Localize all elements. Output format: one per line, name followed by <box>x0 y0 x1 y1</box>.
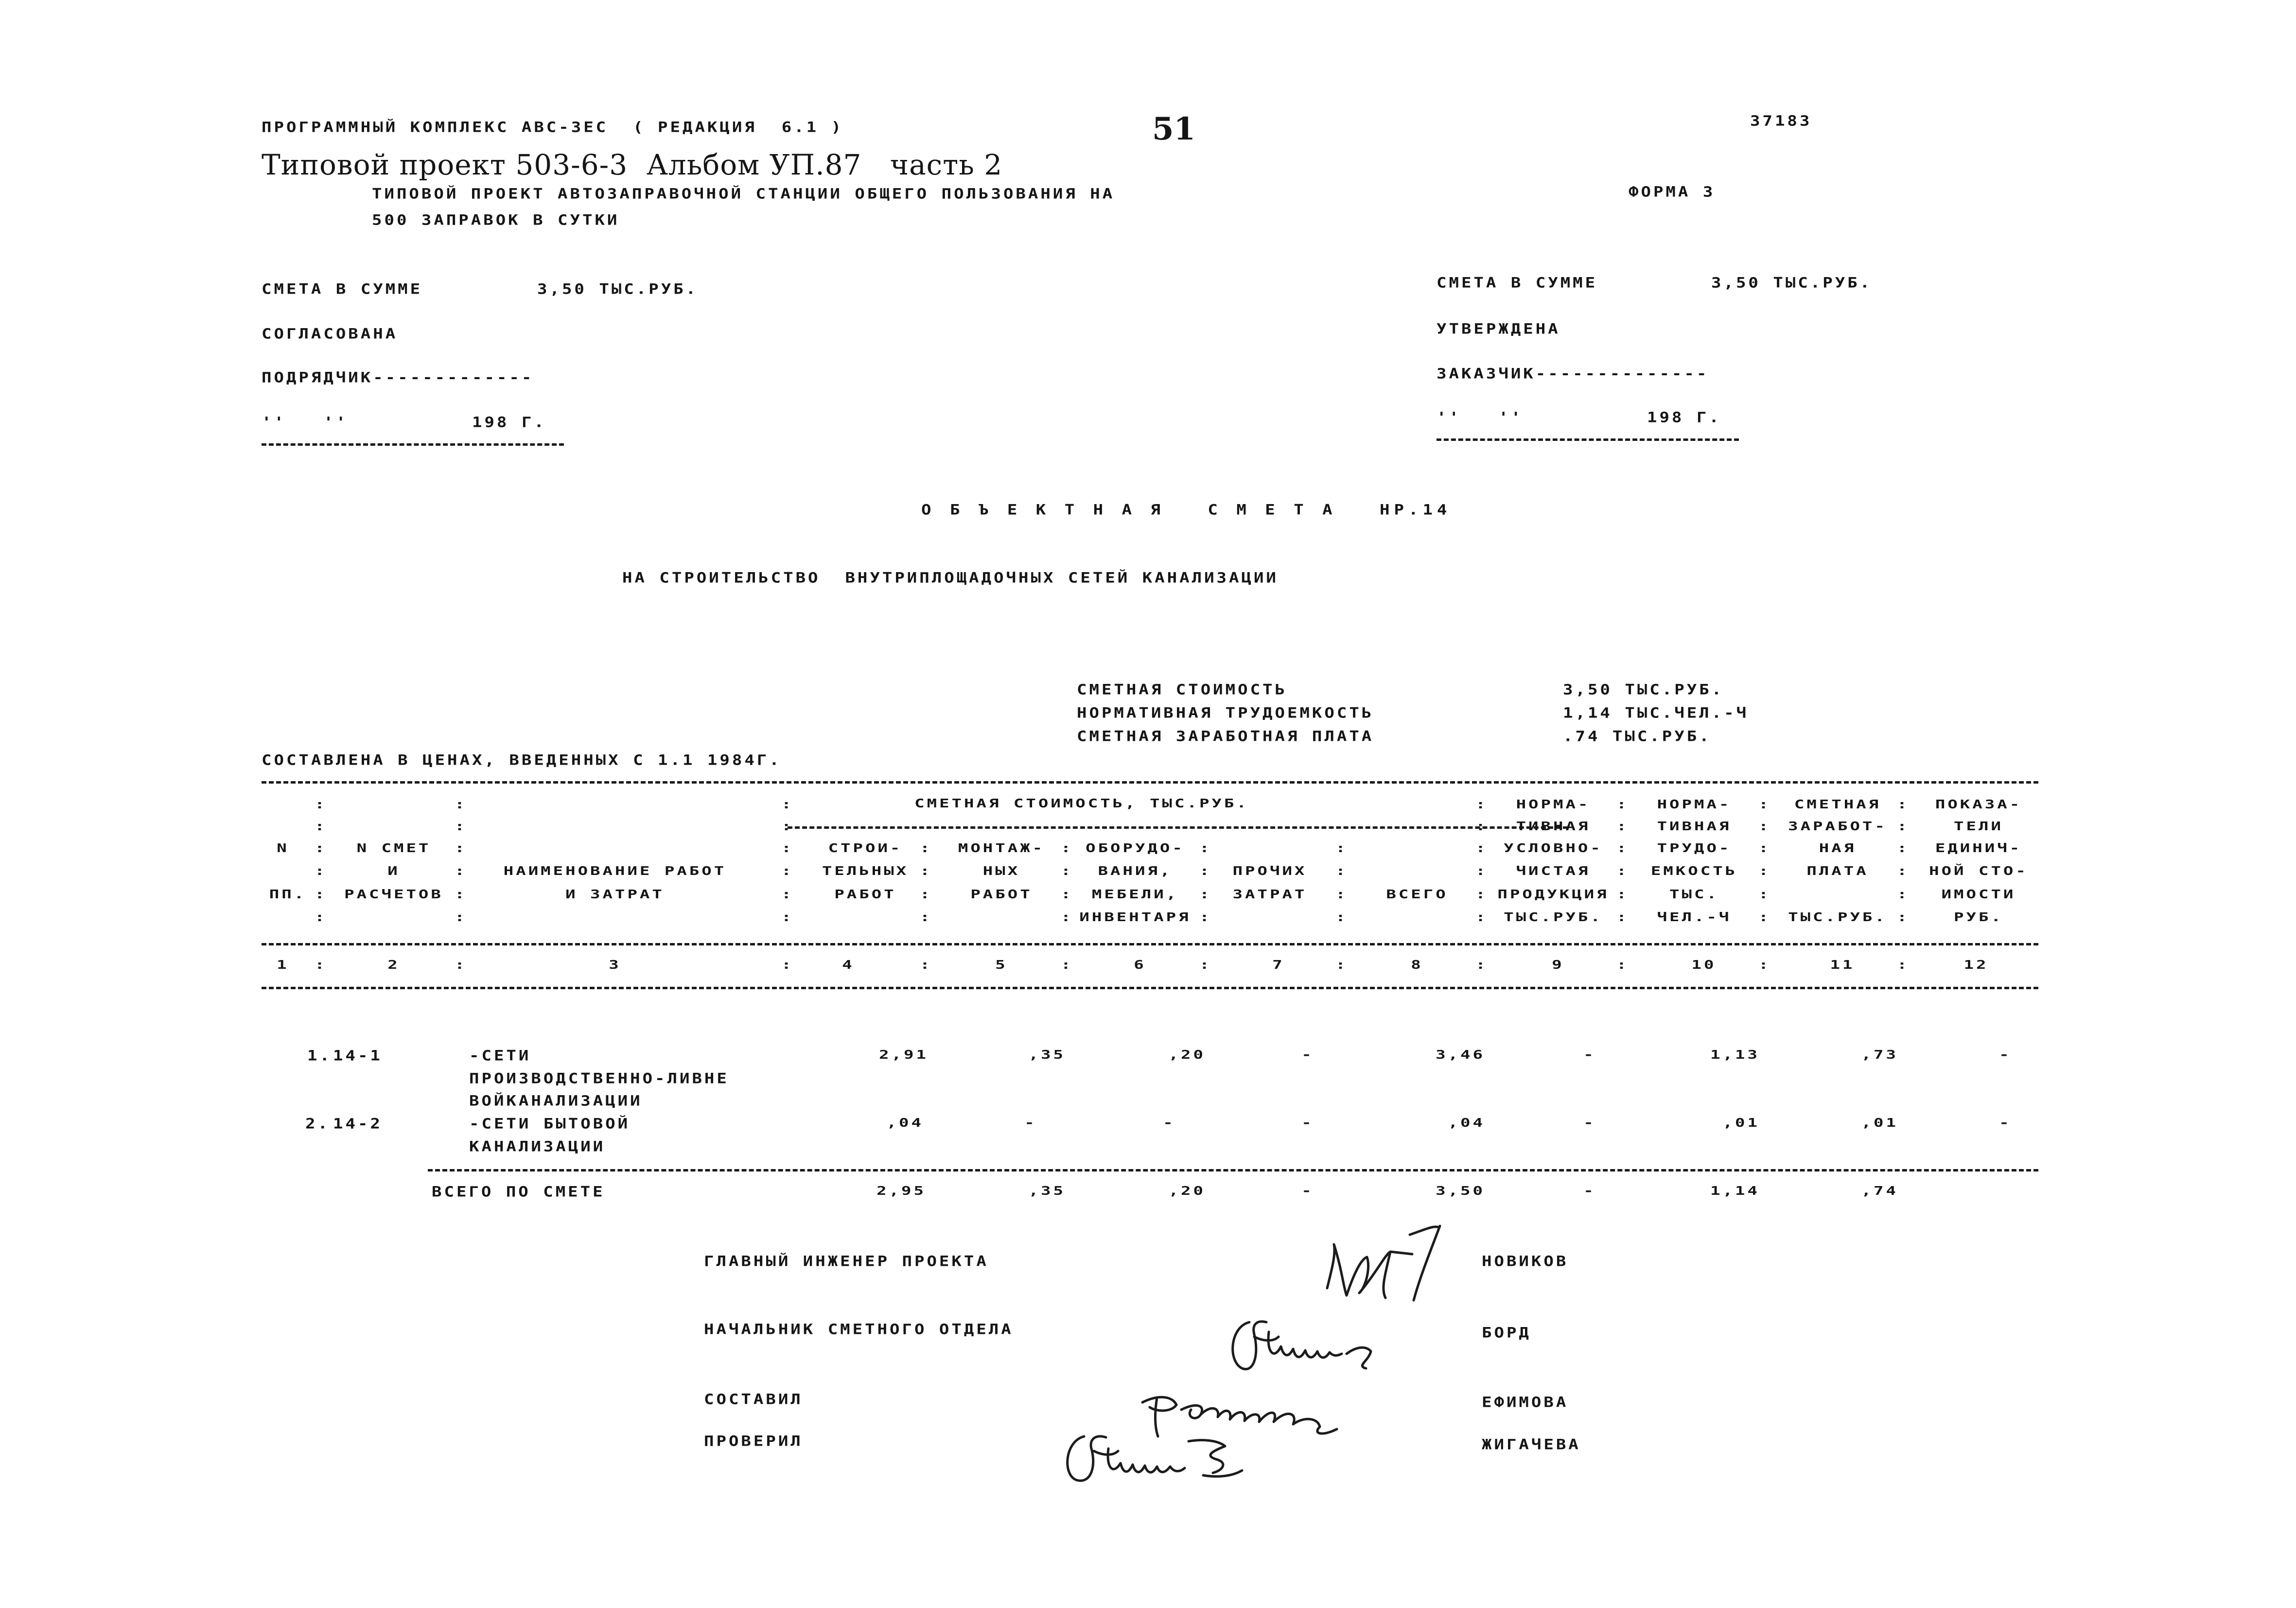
column-number-text: 2 <box>387 958 400 972</box>
cell-text: - <box>1163 1116 1175 1130</box>
header-text: ЧЕЛ.-Ч <box>1657 910 1732 925</box>
separator-glyph: : <box>1475 887 1488 902</box>
separator-glyph: : <box>1897 841 1910 856</box>
cell-text: - <box>1583 1116 1596 1130</box>
separator-glyph: : <box>455 958 467 972</box>
column-number-text: 9 <box>1552 958 1564 972</box>
cell-text: - <box>1024 1116 1037 1130</box>
separator-glyph: : <box>1061 958 1073 972</box>
header-text: ПРОДУКЦИЯ <box>1497 887 1609 902</box>
cell-text: ,04 <box>1448 1116 1485 1130</box>
header-text: НАИМЕНОВАНИЕ РАБОТ <box>503 864 727 878</box>
header-text: ТЕЛИ <box>1954 819 2003 834</box>
cell-text: ,01 <box>1722 1116 1760 1130</box>
cell-text: - <box>1301 1116 1314 1130</box>
cell-text: 1,14 <box>1710 1184 1760 1198</box>
separator-glyph: : <box>1199 958 1212 972</box>
cell-text: ,20 <box>1168 1184 1206 1198</box>
cell-text: 2,95 <box>876 1184 926 1198</box>
cell-text: - <box>1583 1048 1596 1062</box>
cell-text: ,01 <box>1861 1116 1898 1130</box>
project-title-line-1: ТИПОВОЙ ПРОЕКТ АВТОЗАПРАВОЧНОЙ СТАНЦИИ ОБЩЕГО ПОЛЬЗОВАНИЯ НА <box>372 186 1115 203</box>
signature-name: ЕФИМОВА <box>1482 1394 1569 1411</box>
cell-text: ,35 <box>1028 1048 1066 1062</box>
header-text: МЕБЕЛИ, <box>1091 887 1179 902</box>
divider <box>1437 438 1739 441</box>
signature-zhigacheva <box>1057 1422 1281 1490</box>
separator-glyph: : <box>1616 864 1629 878</box>
header-text: И <box>387 864 400 878</box>
header-text: ЕМКОСТЬ <box>1650 864 1738 878</box>
header-text: ЗАРАБОТ- <box>1788 819 1887 834</box>
header-text: ТЫС. <box>1669 887 1719 902</box>
row-number: 1. <box>307 1048 332 1065</box>
separator-glyph: : <box>920 910 932 925</box>
table-rule <box>262 781 2038 784</box>
separator-glyph: : <box>1758 864 1771 878</box>
separator-glyph: : <box>920 841 932 856</box>
sum-value: 3,50 ТЫС.РУБ. <box>1711 275 1873 292</box>
separator-glyph: : <box>1199 910 1212 925</box>
separator-glyph: : <box>455 910 467 925</box>
header-text: ПП. <box>269 887 307 902</box>
signature-role: ПРОВЕРИЛ <box>704 1433 803 1450</box>
summary-value: .74 ТЫС.РУБ. <box>1563 728 1712 745</box>
column-number-text: 6 <box>1134 958 1146 972</box>
customer-line: ЗАКАЗЧИК-------------- <box>1437 366 1709 383</box>
separator-glyph: : <box>1897 864 1910 878</box>
separator-glyph: : <box>1475 910 1488 925</box>
project-reference: Типовой проект 503-6-3 Альбом УП.87 часть 2 <box>262 148 1003 181</box>
signature-bord <box>1220 1308 1405 1381</box>
header-text: ТЫС.РУБ. <box>1504 910 1603 925</box>
summary-label: СМЕТНАЯ ЗАРАБОТНАЯ ПЛАТА <box>1077 728 1374 745</box>
column-number-text: 1 <box>277 958 289 972</box>
column-number-text: 10 <box>1691 958 1717 972</box>
header-text: РАБОТ <box>834 887 896 902</box>
separator-glyph: : <box>315 864 327 878</box>
header-text: ТЫС.РУБ. <box>1788 910 1887 925</box>
header-text: ПЛАТА <box>1806 864 1869 878</box>
cell-text: 3,50 <box>1436 1184 1485 1198</box>
separator-glyph: : <box>1199 864 1212 878</box>
separator-glyph: : <box>455 841 467 856</box>
row-ref: 14-2 <box>333 1116 383 1133</box>
row-name: КАНАЛИЗАЦИИ <box>469 1138 606 1155</box>
column-number-text: 3 <box>609 958 621 972</box>
separator-glyph: : <box>455 819 467 834</box>
separator-glyph: : <box>1616 841 1629 856</box>
table-rule <box>788 826 1568 829</box>
estimate-subtitle: НА СТРОИТЕЛЬСТВО ВНУТРИПЛОЩАДОЧНЫХ СЕТЕЙ КАНАЛИЗАЦИИ <box>622 570 1279 587</box>
separator-glyph: : <box>1897 887 1910 902</box>
header-text: СТРОИ- <box>828 841 903 856</box>
separator-glyph: : <box>455 864 467 878</box>
separator-glyph: : <box>315 958 327 972</box>
page-number: 51 <box>1152 111 1196 147</box>
approval-status: СОГЛАСОВАНА <box>262 326 398 343</box>
separator-glyph: : <box>1758 958 1771 972</box>
sum-label: СМЕТА В СУММЕ <box>262 281 423 298</box>
cell-text: ,04 <box>886 1116 924 1130</box>
signature-novikov <box>1313 1215 1458 1308</box>
separator-glyph: : <box>781 958 794 972</box>
separator-glyph: : <box>781 887 794 902</box>
signature-name: ЖИГАЧЕВА <box>1482 1436 1581 1453</box>
header-text: НАЯ <box>1819 841 1857 856</box>
separator-glyph: : <box>315 819 327 834</box>
cell-text: 1,13 <box>1710 1048 1760 1062</box>
header-text: ЗАТРАТ <box>1232 887 1307 902</box>
separator-glyph: : <box>1897 797 1910 812</box>
header-text: МОНТАЖ- <box>958 841 1045 856</box>
cell-text: ,73 <box>1861 1048 1898 1062</box>
separator-glyph: : <box>1897 910 1910 925</box>
separator-glyph: : <box>1758 819 1771 834</box>
cell-text: 3,46 <box>1436 1048 1485 1062</box>
date-line: '' '' 198 Г. <box>1437 409 1721 426</box>
table-rule <box>262 943 2038 945</box>
separator-glyph: : <box>315 797 327 812</box>
column-number-text: 12 <box>1963 958 1989 972</box>
column-number-text: 7 <box>1272 958 1285 972</box>
row-name: ВОЙКАНАЛИЗАЦИИ <box>469 1093 643 1110</box>
column-number-text: 11 <box>1830 958 1855 972</box>
separator-glyph: : <box>315 910 327 925</box>
cell-text: - <box>1583 1184 1596 1198</box>
header-text: ИМОСТИ <box>1941 887 2016 902</box>
header-text: ПОКАЗА- <box>1935 797 2022 812</box>
summary-label: СМЕТНАЯ СТОИМОСТЬ <box>1077 682 1287 699</box>
row-name: -СЕТИ БЫТОВОЙ <box>469 1116 631 1133</box>
column-number-text: 4 <box>842 958 855 972</box>
header-text: НЫХ <box>982 864 1020 878</box>
form-label: ФОРМА 3 <box>1629 184 1716 201</box>
cell-text: ,74 <box>1861 1184 1898 1198</box>
software-version: ПРОГРАММНЫЙ КОМПЛЕКС АВС-3ЕС ( РЕДАКЦИЯ 6.1 ) <box>262 119 844 136</box>
separator-glyph: : <box>1758 887 1771 902</box>
divider <box>262 443 564 446</box>
estimate-title: О Б Ъ Е К Т Н А Я С М Е Т А НР.14 <box>921 502 1452 519</box>
header-text: УСЛОВНО- <box>1504 841 1603 856</box>
separator-glyph: : <box>1616 910 1629 925</box>
separator-glyph: : <box>1897 819 1910 834</box>
header-text: ТИВНАЯ <box>1516 819 1591 834</box>
separator-glyph: : <box>1061 864 1073 878</box>
separator-glyph: : <box>781 864 794 878</box>
separator-glyph: : <box>920 864 932 878</box>
header-text: ВСЕГО <box>1386 887 1448 902</box>
row-name: -СЕТИ <box>469 1048 531 1065</box>
total-label: ВСЕГО ПО СМЕТЕ <box>432 1184 605 1201</box>
header-text: ТРУДО- <box>1657 841 1732 856</box>
row-number: 2. <box>305 1116 330 1133</box>
signature-name: НОВИКОВ <box>1482 1253 1569 1270</box>
separator-glyph: : <box>1061 887 1073 902</box>
row-ref: 14-1 <box>333 1048 383 1065</box>
separator-glyph: : <box>1475 797 1488 812</box>
signature-role: НАЧАЛЬНИК СМЕТНОГО ОТДЕЛА <box>704 1321 1014 1338</box>
document-number: 37183 <box>1750 113 1812 130</box>
signature-role: ГЛАВНЫЙ ИНЖЕНЕР ПРОЕКТА <box>704 1253 989 1270</box>
header-text: ИНВЕНТАРЯ <box>1079 910 1191 925</box>
cell-text: - <box>1999 1116 2012 1130</box>
separator-glyph: : <box>781 841 794 856</box>
separator-glyph: : <box>1758 797 1771 812</box>
summary-value: 1,14 ТЫС.ЧЕЛ.-Ч <box>1563 705 1749 722</box>
separator-glyph: : <box>1335 864 1348 878</box>
header-text: ТЕЛЬНЫХ <box>822 864 909 878</box>
header-text: СМЕТНАЯ <box>1794 797 1881 812</box>
separator-glyph: : <box>1897 958 1910 972</box>
separator-glyph: : <box>1335 958 1348 972</box>
separator-glyph: : <box>1199 887 1212 902</box>
header-text: НОРМА- <box>1516 797 1591 812</box>
header-text: РАСЧЕТОВ <box>344 887 443 902</box>
separator-glyph: : <box>1335 887 1348 902</box>
summary-label: НОРМАТИВНАЯ ТРУДОЕМКОСТЬ <box>1077 705 1374 722</box>
header-text: СМЕТНАЯ СТОИМОСТЬ, ТЫС.РУБ. <box>914 796 1249 811</box>
date-line: '' '' 198 Г. <box>262 414 546 431</box>
separator-glyph: : <box>1335 841 1348 856</box>
header-text: ПРОЧИХ <box>1232 864 1307 878</box>
separator-glyph: : <box>920 958 932 972</box>
header-text: НОЙ СТО- <box>1929 864 2028 878</box>
header-text: ЧИСТАЯ <box>1516 864 1591 878</box>
separator-glyph: : <box>1475 819 1488 834</box>
separator-glyph: : <box>315 887 327 902</box>
separator-glyph: : <box>781 819 794 834</box>
separator-glyph: : <box>1061 910 1073 925</box>
separator-glyph: : <box>920 887 932 902</box>
cell-text: ,20 <box>1168 1048 1206 1062</box>
header-text: N <box>277 841 289 856</box>
approval-status: УТВЕРЖДЕНА <box>1437 321 1560 338</box>
column-number-text: 8 <box>1411 958 1423 972</box>
signature-role: СОСТАВИЛ <box>704 1391 803 1408</box>
header-text: РУБ. <box>1954 910 2003 925</box>
header-text: НОРМА- <box>1657 797 1732 812</box>
cell-text: - <box>1301 1184 1314 1198</box>
table-rule <box>428 1169 2038 1171</box>
separator-glyph: : <box>1758 841 1771 856</box>
separator-glyph: : <box>1475 841 1488 856</box>
header-text: РАБОТ <box>970 887 1033 902</box>
separator-glyph: : <box>1061 841 1073 856</box>
signature-name: БОРД <box>1482 1325 1531 1342</box>
separator-glyph: : <box>1616 958 1629 972</box>
row-name: ПРОИЗВОДСТВЕННО-ЛИВНЕ <box>469 1070 729 1087</box>
separator-glyph: : <box>1616 887 1629 902</box>
summary-value: 3,50 ТЫС.РУБ. <box>1563 682 1724 699</box>
header-text: ВАНИЯ, <box>1098 864 1173 878</box>
separator-glyph: : <box>1616 819 1629 834</box>
cell-text: 2,91 <box>879 1048 929 1062</box>
separator-glyph: : <box>1475 958 1488 972</box>
column-number-text: 5 <box>995 958 1008 972</box>
contractor-line: ПОДРЯДЧИК------------- <box>262 369 534 386</box>
separator-glyph: : <box>455 887 467 902</box>
separator-glyph: : <box>1758 910 1771 925</box>
cell-text: - <box>1301 1048 1314 1062</box>
separator-glyph: : <box>315 841 327 856</box>
prices-note: СОСТАВЛЕНА В ЦЕНАХ, ВВЕДЕННЫХ С 1.1 1984Г. <box>262 752 782 769</box>
sum-value: 3,50 ТЫС.РУБ. <box>537 281 699 298</box>
separator-glyph: : <box>1335 910 1348 925</box>
cell-text: ,35 <box>1028 1184 1066 1198</box>
separator-glyph: : <box>781 797 794 812</box>
separator-glyph: : <box>1616 797 1629 812</box>
project-title-line-2: 500 ЗАПРАВОК В СУТКИ <box>372 212 620 229</box>
separator-glyph: : <box>1475 864 1488 878</box>
separator-glyph: : <box>781 910 794 925</box>
header-text: ОБОРУДО- <box>1086 841 1185 856</box>
header-text: ТИВНАЯ <box>1657 819 1732 834</box>
header-text: N СМЕТ <box>356 841 431 856</box>
header-text: И ЗАТРАТ <box>565 887 665 902</box>
separator-glyph: : <box>455 797 467 812</box>
cell-text: - <box>1999 1048 2012 1062</box>
sum-label: СМЕТА В СУММЕ <box>1437 275 1598 292</box>
separator-glyph: : <box>1199 841 1212 856</box>
table-rule <box>262 987 2038 989</box>
header-text: ЕДИНИЧ- <box>1935 841 2022 856</box>
